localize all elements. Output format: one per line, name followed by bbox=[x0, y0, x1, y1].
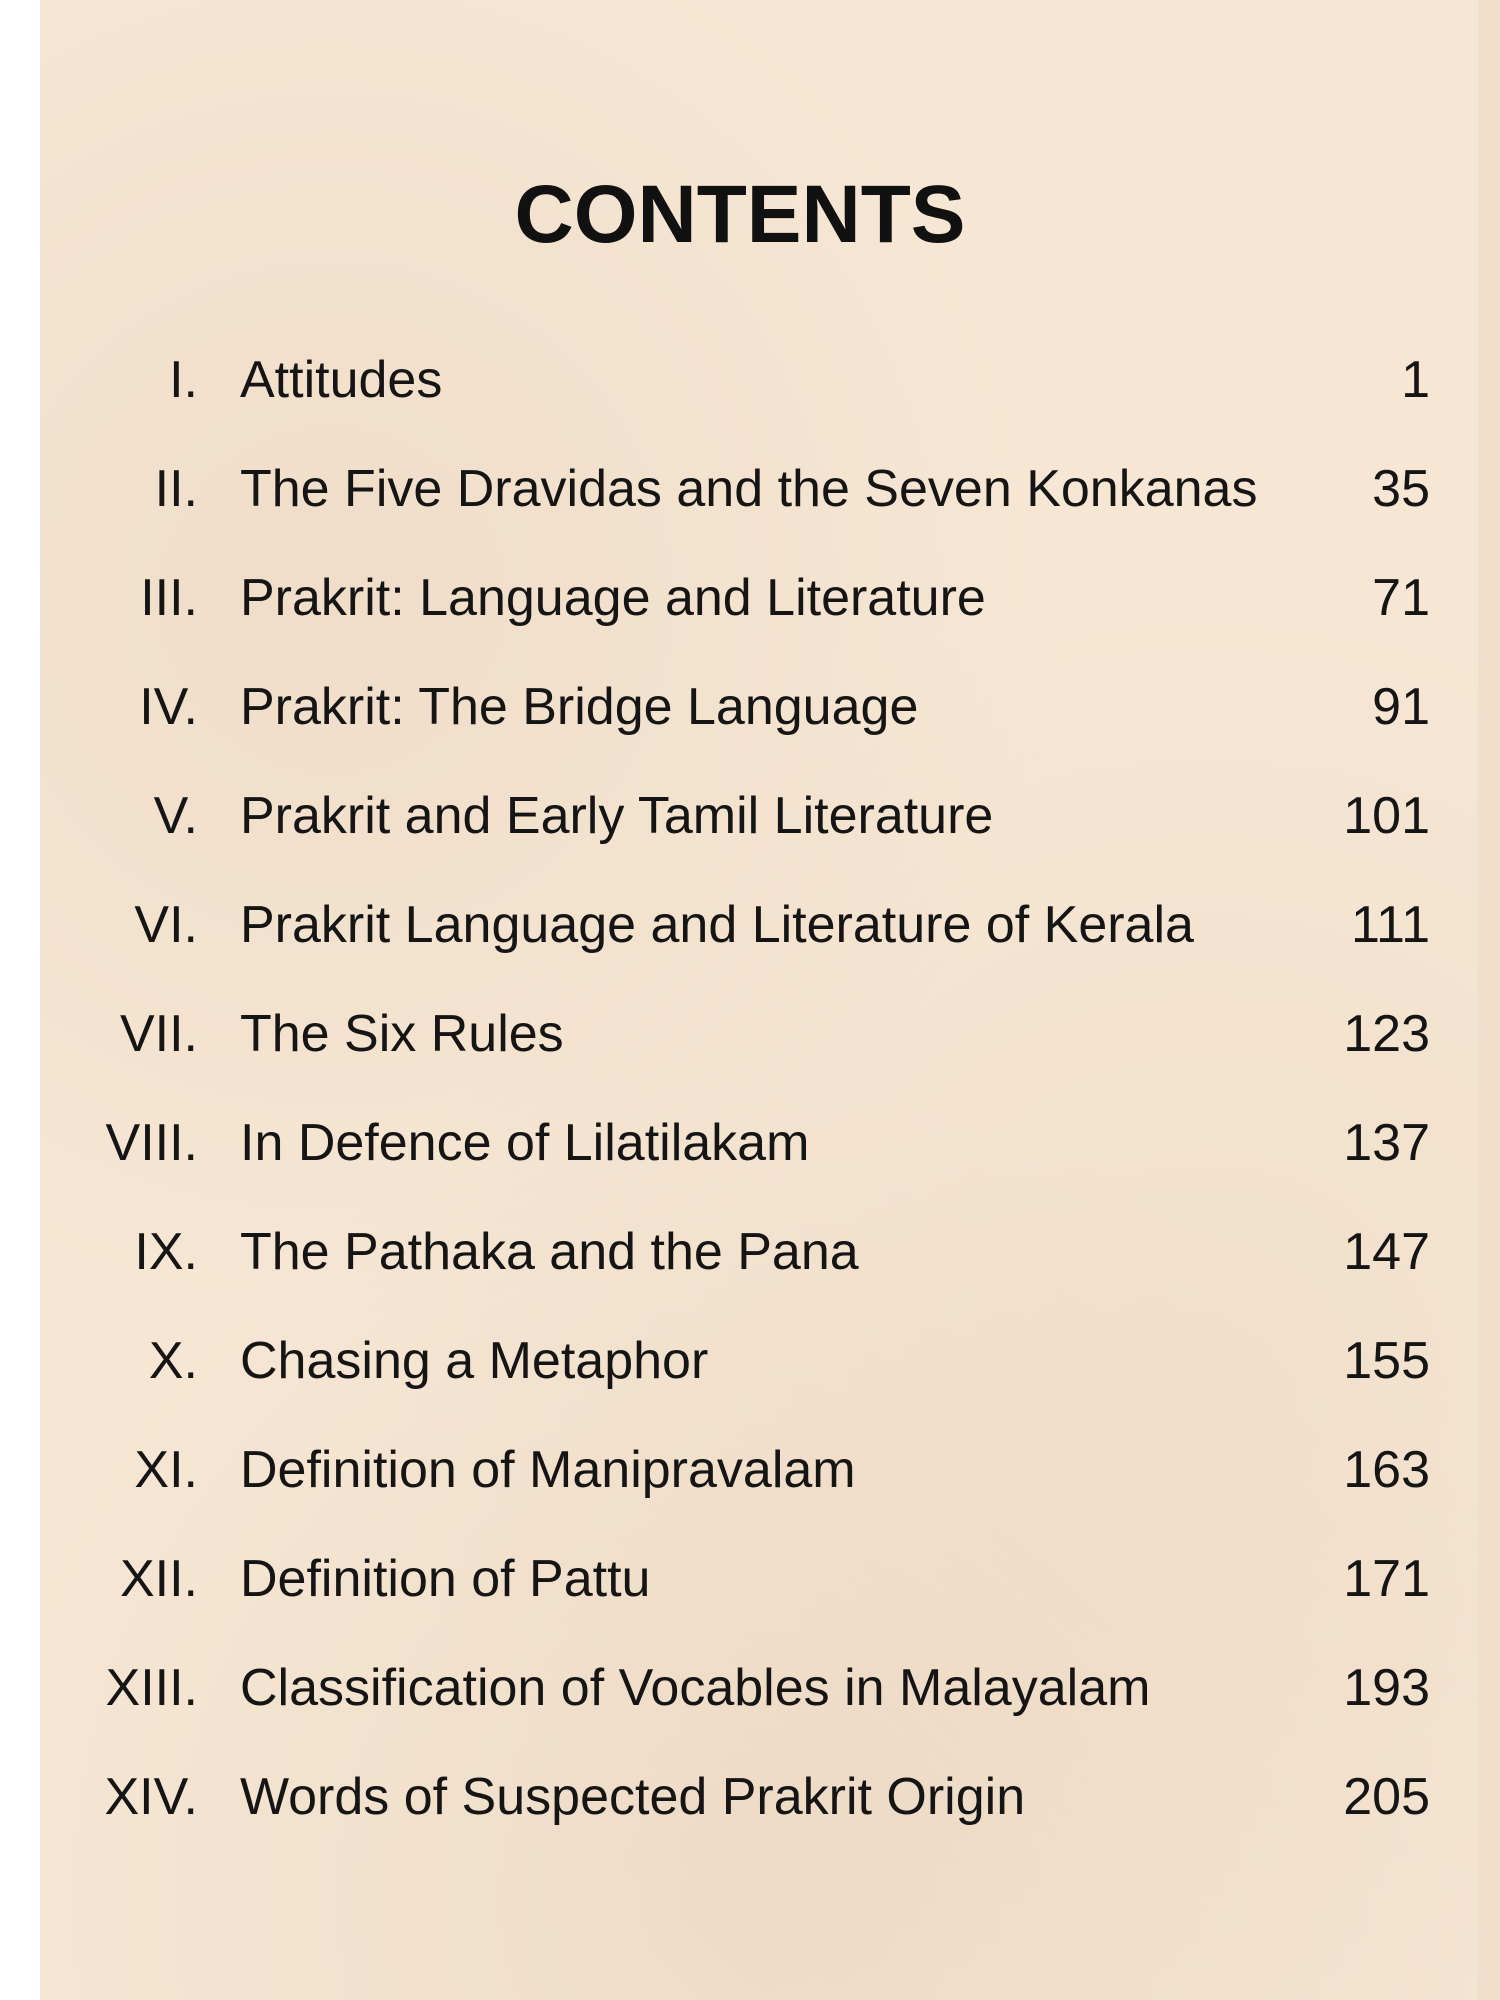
chapter-title: Classification of Vocables in Malayalam bbox=[240, 1659, 1151, 1717]
chapter-number: III. bbox=[140, 569, 198, 627]
chapter-title: Prakrit: Language and Literature bbox=[240, 569, 986, 627]
chapter-title: Definition of Manipravalam bbox=[240, 1441, 856, 1499]
toc-entry-13 bbox=[40, 1648, 1460, 1757]
toc-entry-6 bbox=[40, 885, 1460, 994]
chapter-number: II. bbox=[154, 460, 198, 518]
chapter-number: VIII. bbox=[105, 1114, 198, 1172]
page-title: CONTENTS bbox=[514, 169, 966, 260]
toc-entry-7 bbox=[40, 994, 1460, 1103]
chapter-page: 147 bbox=[1343, 1223, 1430, 1281]
chapter-title: Definition of Pattu bbox=[240, 1550, 651, 1608]
chapter-page: 155 bbox=[1343, 1332, 1430, 1390]
toc-entry-8 bbox=[40, 1103, 1460, 1212]
chapter-title: The Five Dravidas and the Seven Konkanas bbox=[240, 460, 1258, 518]
toc-entry-11 bbox=[40, 1430, 1460, 1539]
chapter-title: Prakrit and Early Tamil Literature bbox=[240, 787, 994, 845]
chapter-page: 101 bbox=[1343, 787, 1430, 845]
chapter-number: XI. bbox=[134, 1441, 198, 1499]
chapter-number: IV. bbox=[139, 678, 198, 736]
chapter-page: 205 bbox=[1343, 1768, 1430, 1826]
chapter-title: Prakrit Language and Literature of Kerala bbox=[240, 896, 1194, 954]
chapter-page: 1 bbox=[1401, 351, 1430, 409]
chapter-number: I. bbox=[169, 351, 198, 409]
chapter-number: XIII. bbox=[105, 1659, 198, 1717]
chapter-title: In Defence of Lilatilakam bbox=[240, 1114, 810, 1172]
table-of-contents bbox=[40, 340, 1460, 1866]
book-page bbox=[40, 0, 1500, 2000]
chapter-number: VII. bbox=[119, 1005, 198, 1063]
chapter-title: Prakrit: The Bridge Language bbox=[240, 678, 919, 736]
toc-entry-9 bbox=[40, 1212, 1460, 1321]
chapter-page: 193 bbox=[1343, 1659, 1430, 1717]
toc-entry-1 bbox=[40, 340, 1460, 449]
chapter-page: 123 bbox=[1343, 1005, 1430, 1063]
toc-entry-5 bbox=[40, 776, 1460, 885]
chapter-page: 163 bbox=[1343, 1441, 1430, 1499]
chapter-number: X. bbox=[148, 1332, 198, 1390]
chapter-page: 35 bbox=[1372, 460, 1430, 518]
chapter-number: V. bbox=[153, 787, 198, 845]
chapter-title: The Six Rules bbox=[240, 1005, 564, 1063]
page-edge bbox=[1478, 0, 1500, 2000]
chapter-number: XII. bbox=[119, 1550, 198, 1608]
toc-entry-4 bbox=[40, 667, 1460, 776]
chapter-number: VI. bbox=[134, 896, 198, 954]
chapter-title: Chasing a Metaphor bbox=[240, 1332, 709, 1390]
toc-entry-12 bbox=[40, 1539, 1460, 1648]
chapter-title: Words of Suspected Prakrit Origin bbox=[240, 1768, 1026, 1826]
chapter-page: 71 bbox=[1372, 569, 1430, 627]
chapter-title: Attitudes bbox=[240, 351, 443, 409]
chapter-page: 137 bbox=[1343, 1114, 1430, 1172]
chapter-page: 171 bbox=[1343, 1550, 1430, 1608]
chapter-page: 111 bbox=[1350, 896, 1430, 954]
toc-entry-2 bbox=[40, 449, 1460, 558]
chapter-number: XIV. bbox=[104, 1768, 198, 1826]
chapter-number: IX. bbox=[134, 1223, 198, 1281]
chapter-page: 91 bbox=[1372, 678, 1430, 736]
toc-entry-14 bbox=[40, 1757, 1460, 1866]
chapter-title: The Pathaka and the Pana bbox=[240, 1223, 859, 1281]
toc-entry-10 bbox=[40, 1321, 1460, 1430]
toc-entry-3 bbox=[40, 558, 1460, 667]
